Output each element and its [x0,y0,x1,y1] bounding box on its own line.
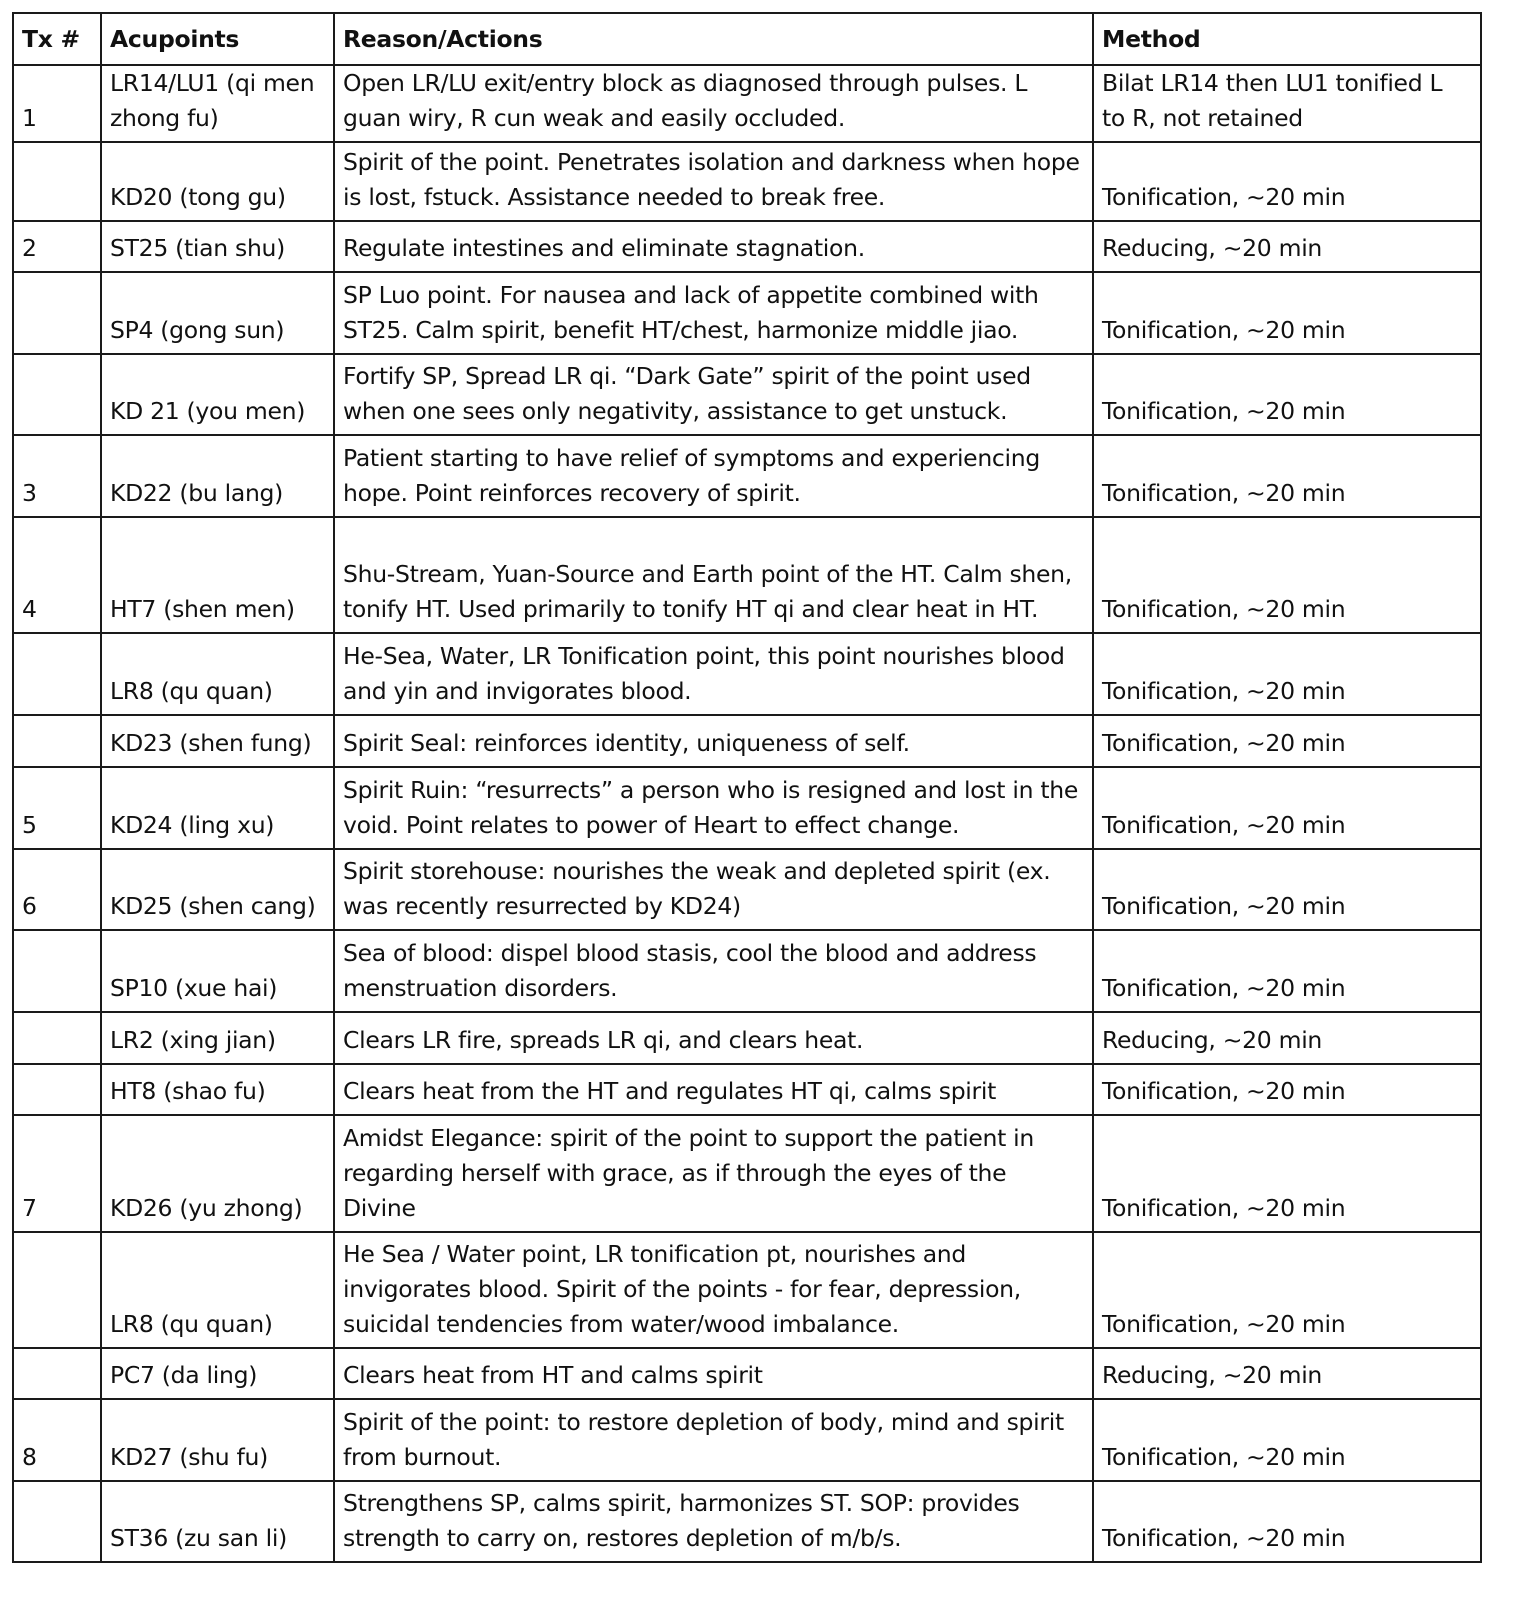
method-cell: Tonification, ~20 min [1093,1115,1481,1232]
tx-cell: 6 [13,849,101,930]
acupoint-cell: ST36 (zu san li) [101,1481,334,1562]
reason-cell: Amidst Elegance: spirit of the point to support the patient in regarding herself with grace, as if through the eyes of the Divine [334,1115,1093,1232]
table-row [13,142,1481,221]
table-row [13,767,1481,849]
method-cell: Tonification, ~20 min [1093,1064,1481,1115]
header-method: Method [1093,13,1481,65]
reason-cell: Clears heat from HT and calms spirit [334,1348,1093,1399]
method-cell: Tonification, ~20 min [1093,435,1481,517]
reason-cell: Clears heat from the HT and regulates HT qi, calms spirit [334,1064,1093,1115]
table-row [13,1012,1481,1064]
method-cell: Reducing, ~20 min [1093,1348,1481,1399]
acupoint-cell: HT8 (shao fu) [101,1064,334,1115]
tx-cell [13,633,101,715]
tx-cell: 8 [13,1399,101,1481]
method-cell: Tonification, ~20 min [1093,517,1481,633]
table-row [13,1481,1481,1562]
acupoint-cell: KD24 (ling xu) [101,767,334,849]
acupoint-cell: KD23 (shen fung) [101,715,334,767]
acupoint-cell: LR14/LU1 (qi men zhong fu) [101,65,334,142]
tx-cell [13,272,101,354]
reason-cell: SP Luo point. For nausea and lack of appetite combined with ST25. Calm spirit, benefit HT/chest, harmonize middle jiao. [334,272,1093,354]
tx-cell [13,142,101,221]
acupoint-cell: KD25 (shen cang) [101,849,334,930]
reason-cell: Patient starting to have relief of symptoms and experiencing hope. Point reinforces recovery of spirit. [334,435,1093,517]
table-row [13,930,1481,1012]
tx-cell: 3 [13,435,101,517]
acupoint-cell: HT7 (shen men) [101,517,334,633]
method-cell: Reducing, ~20 min [1093,221,1481,272]
tx-cell [13,930,101,1012]
header-reason: Reason/Actions [334,13,1093,65]
table-row [13,1348,1481,1399]
table-row [13,633,1481,715]
reason-cell: Spirit of the point. Penetrates isolation and darkness when hope is lost, fstuck. Assistance needed to break free. [334,142,1093,221]
reason-cell: Spirit Ruin: “resurrects” a person who is resigned and lost in the void. Point relates to power of Heart to effect change. [334,767,1093,849]
table-row [13,1064,1481,1115]
method-cell: Tonification, ~20 min [1093,849,1481,930]
reason-cell: Spirit Seal: reinforces identity, uniqueness of self. [334,715,1093,767]
tx-cell: 7 [13,1115,101,1232]
tx-cell [13,1232,101,1348]
reason-cell: Clears LR fire, spreads LR qi, and clears heat. [334,1012,1093,1064]
acupoint-cell: ST25 (tian shu) [101,221,334,272]
table-row [13,715,1481,767]
reason-cell: Shu-Stream, Yuan-Source and Earth point of the HT. Calm shen, tonify HT. Used primarily to tonify HT qi and clear heat in HT. [334,517,1093,633]
reason-cell: Regulate intestines and eliminate stagnation. [334,221,1093,272]
reason-cell: He-Sea, Water, LR Tonification point, this point nourishes blood and yin and invigorates blood. [334,633,1093,715]
tx-cell [13,715,101,767]
acupoint-cell: KD27 (shu fu) [101,1399,334,1481]
tx-cell [13,1481,101,1562]
method-cell: Tonification, ~20 min [1093,1399,1481,1481]
acupoint-cell: KD 21 (you men) [101,354,334,435]
acupoint-cell: SP4 (gong sun) [101,272,334,354]
table-row [13,1399,1481,1481]
reason-cell: Open LR/LU exit/entry block as diagnosed through pulses. L guan wiry, R cun weak and easily occluded. [334,65,1093,142]
tx-cell: 5 [13,767,101,849]
acupoint-cell: SP10 (xue hai) [101,930,334,1012]
acupoint-cell: LR8 (qu quan) [101,1232,334,1348]
table-row [13,849,1481,930]
header-acupoints: Acupoints [101,13,334,65]
tx-cell: 4 [13,517,101,633]
table-row [13,272,1481,354]
acupoint-cell: LR8 (qu quan) [101,633,334,715]
reason-cell: Sea of blood: dispel blood stasis, cool the blood and address menstruation disorders. [334,930,1093,1012]
table-row [13,517,1481,633]
table-row [13,1232,1481,1348]
table-row [13,221,1481,272]
header-tx: Tx # [13,13,101,65]
acupoint-cell: PC7 (da ling) [101,1348,334,1399]
method-cell: Tonification, ~20 min [1093,930,1481,1012]
tx-cell [13,1348,101,1399]
tx-cell: 2 [13,221,101,272]
method-cell: Tonification, ~20 min [1093,354,1481,435]
acupoint-cell: KD20 (tong gu) [101,142,334,221]
tx-cell [13,1064,101,1115]
tx-cell: 1 [13,65,101,142]
table-row [13,435,1481,517]
acupoint-cell: KD26 (yu zhong) [101,1115,334,1232]
table-row [13,1115,1481,1232]
tx-cell [13,354,101,435]
acupoint-cell: KD22 (bu lang) [101,435,334,517]
reason-cell: Spirit storehouse: nourishes the weak and depleted spirit (ex. was recently resurrected by KD24) [334,849,1093,930]
method-cell: Tonification, ~20 min [1093,272,1481,354]
method-cell: Bilat LR14 then LU1 tonified L to R, not retained [1093,65,1481,142]
header-row [13,13,1481,65]
method-cell: Tonification, ~20 min [1093,142,1481,221]
method-cell: Reducing, ~20 min [1093,1012,1481,1064]
method-cell: Tonification, ~20 min [1093,1481,1481,1562]
tx-cell [13,1012,101,1064]
method-cell: Tonification, ~20 min [1093,715,1481,767]
reason-cell: Strengthens SP, calms spirit, harmonizes ST. SOP: provides strength to carry on, restores depletion of m/b/s. [334,1481,1093,1562]
table-row [13,354,1481,435]
method-cell: Tonification, ~20 min [1093,767,1481,849]
table-row [13,65,1481,142]
reason-cell: Spirit of the point: to restore depletion of body, mind and spirit from burnout. [334,1399,1093,1481]
method-cell: Tonification, ~20 min [1093,1232,1481,1348]
reason-cell: He Sea / Water point, LR tonification pt, nourishes and invigorates blood. Spirit of the points - for fear, depression, suicidal tendencies from water/wood imbalance. [334,1232,1093,1348]
acupoint-cell: LR2 (xing jian) [101,1012,334,1064]
method-cell: Tonification, ~20 min [1093,633,1481,715]
reason-cell: Fortify SP, Spread LR qi. “Dark Gate” spirit of the point used when one sees only negativity, assistance to get unstuck. [334,354,1093,435]
treatment-table [12,12,1482,1563]
